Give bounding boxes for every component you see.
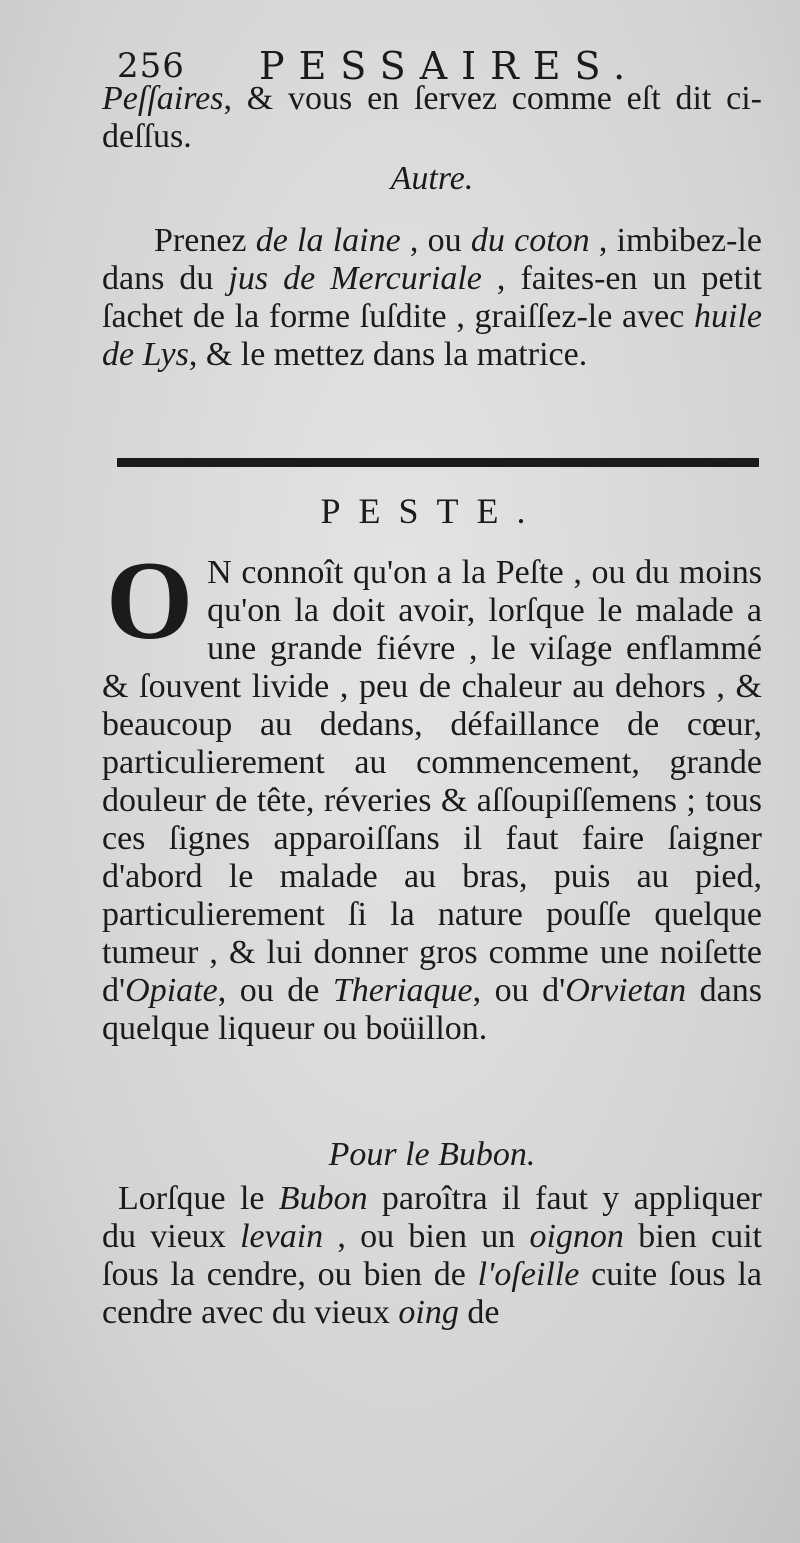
paragraph-text [102, 539, 762, 1048]
italic-run: Peſſaires [102, 80, 224, 117]
italic-run: Bubon [278, 1180, 368, 1217]
text-run: paroîtra il faut y appliquer du vieux [102, 1180, 762, 1255]
paragraph-peste [102, 539, 762, 1048]
text-run: , ou [400, 222, 471, 259]
paragraph-text [102, 1180, 762, 1332]
italic-run: oignon [529, 1218, 624, 1255]
italic-run: l'oſeille [477, 1256, 580, 1293]
section-rule [117, 458, 759, 467]
italic-run: Orvietan [565, 972, 687, 1009]
page-number: 256 [117, 46, 185, 86]
paragraph-text [102, 222, 762, 374]
text-run: , ou bien un [323, 1218, 530, 1255]
drop-cap: O [106, 539, 194, 663]
paragraph-pessaires-end [102, 80, 762, 156]
text-run: , & vous en ſervez comme eſt dit ci-deſſus. [102, 80, 762, 155]
section-title-peste: PESTE. [320, 491, 544, 531]
text-run: Lorſque le [118, 1180, 279, 1217]
italic-run: du coton [470, 222, 590, 259]
text-run: , ou d' [472, 972, 566, 1009]
paragraph-autre-recipe [102, 222, 762, 374]
italic-run: Opiate [125, 972, 218, 1009]
text-run: Prenez [154, 222, 256, 259]
italic-run: oing [398, 1294, 459, 1331]
italic-run: levain [240, 1218, 324, 1255]
text-run: , imbibez-le dans du [102, 222, 762, 297]
text-run: , ou de [217, 972, 333, 1009]
italic-run: jus de Mercuriale [228, 260, 482, 297]
text-run: cuite ſous la cendre avec du vieux [102, 1256, 762, 1331]
text-run: , & le mettez dans la matrice. [188, 336, 588, 373]
text-run: de [458, 1294, 500, 1331]
text-run: N connoît qu'on a la Peſte , ou du moins qu'on la doit avoir, lorſque le malade a une grande fiévre , le viſage enflammé & ſouvent livide , peu de chaleur au dehors , & beaucoup au dedans, défaillance de cœur, particulierement au commencement, grande douleur de tête, réveries & aſſoupiſſemens ; tous ces ſignes apparoiſſans il faut faire ſaigner d'abord le malade au bras, puis au pied, particulierement ſi la nature pouſſe quelque tumeur , & lui donner gros comme une noiſette d' [102, 554, 762, 1009]
italic-run: de la laine [255, 222, 401, 259]
paragraph-bubon [102, 1180, 762, 1332]
text-run: dans quelque liqueur ou boüillon. [102, 972, 762, 1047]
italic-run: Theriaque [332, 972, 473, 1009]
heading-autre: Autre. [390, 160, 474, 197]
running-title: PESSAIRES. [259, 44, 640, 88]
text-run: bien cuit ſous la cendre, ou bien de [102, 1218, 762, 1293]
paragraph-text [102, 80, 762, 156]
italic-run: huile de Lys [102, 298, 762, 373]
heading-pour-le-bubon: Pour le Bubon. [328, 1136, 536, 1173]
text-run: , faites-en un petit ſachet de la forme ſuſdite , graiſſez-le avec [102, 260, 762, 335]
